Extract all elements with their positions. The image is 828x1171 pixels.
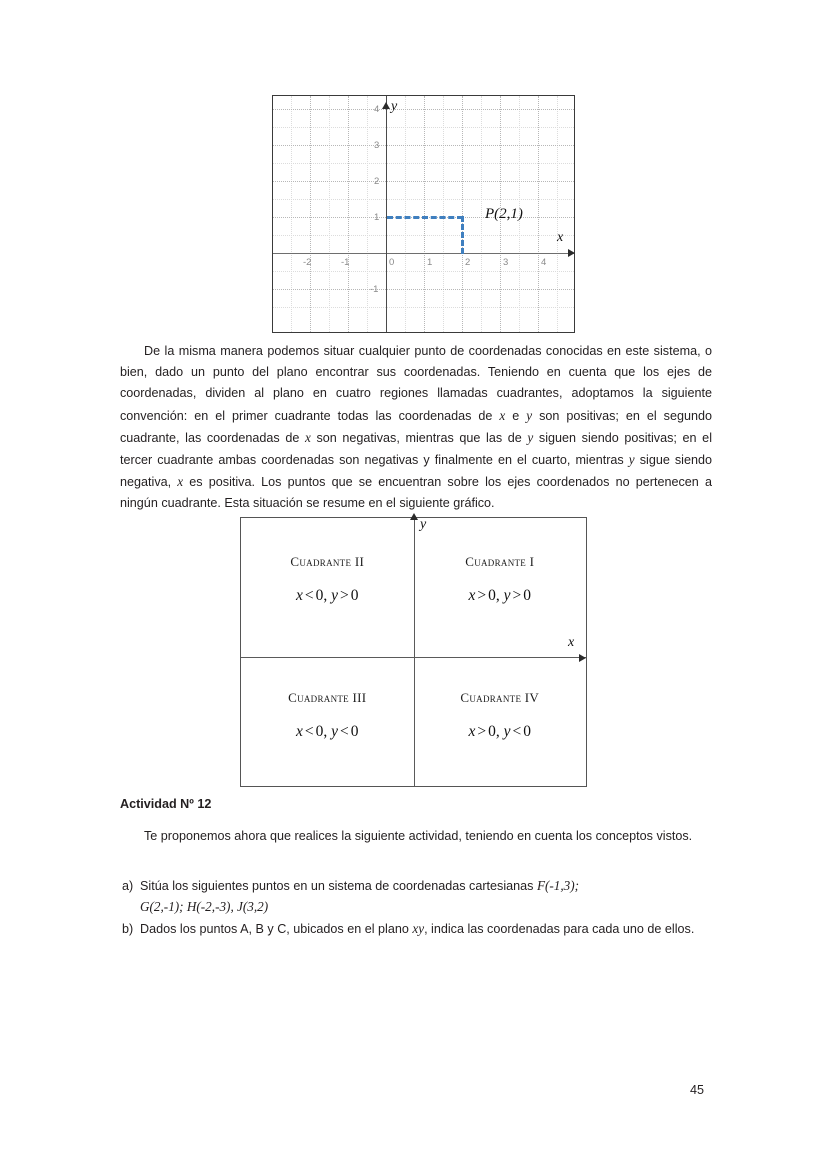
gridline-vertical-minor (329, 96, 330, 332)
quadrant-expression (241, 723, 414, 741)
quadrant-cell-ii (241, 554, 414, 605)
activity-item-b (122, 919, 712, 940)
gridline-horizontal-y--1 (273, 289, 574, 290)
quadrant-expression (414, 587, 587, 605)
x-axis (273, 253, 574, 254)
paragraph-text-5: siguen siendo positivas; en el tercer cuadrante ambas coordenadas son negativas y finalmente en el cuarto, mientras (120, 430, 712, 468)
paragraph-text-1: De la misma manera podemos situar cualquier punto de coordenadas conocidas en este sistema, o bien, dado un punto del plano encontrar sus coordenadas. Teniendo en cuenta que los ejes de coordenadas, dividen al plano en cuatro regiones llamadas cuadrantes, adoptamos la siguiente convención: en el primer cuadrante todas las coordenadas de (120, 344, 712, 423)
point-label-p: P(2,1) (485, 206, 523, 222)
quadrant-expression (414, 723, 587, 741)
paragraph-text-3: son positivas; en el segundo cuadrante, las coordenadas de (120, 408, 712, 445)
expr-op: > (340, 587, 349, 604)
gridline-vertical-x-1 (424, 96, 425, 332)
quadrant-x-axis-arrow-icon (579, 654, 586, 662)
quadrant-diagram (240, 517, 587, 787)
gridline-horizontal-y-2 (273, 181, 574, 182)
quadrant-title: Cuadrante II (290, 554, 365, 569)
gridline-horizontal-minor (273, 271, 574, 272)
expr-op: < (304, 723, 314, 740)
quadrant-y-axis-arrow-icon (410, 513, 418, 520)
item-a-math-1: F(-1,3); (536, 878, 580, 893)
item-a-math-2: G(2,-1); H(-2,-3), J(3,2) (140, 898, 269, 914)
item-b-math-1: xy (412, 921, 425, 936)
quadrant-y-axis-label: y (420, 517, 427, 532)
gridline-vertical-x--1 (348, 96, 349, 332)
x-axis-arrow-icon (568, 249, 575, 257)
gridline-horizontal-minor (273, 235, 574, 236)
gridline-horizontal-minor (273, 307, 574, 308)
item-b-text-2: , indica las coordenadas para cada uno de ellos. (424, 922, 695, 936)
gridline-vertical-minor (481, 96, 482, 332)
expr-val: 0, (488, 587, 500, 604)
paragraph-text-7: es positiva. Los puntos que se encuentran sobre los ejes coordenados no pertenecen a ningún cuadrante. Esta situación se resume en el siguiente gráfico. (120, 475, 712, 511)
y-tick-label: 2 (374, 176, 380, 187)
list-marker-b: b) (122, 922, 134, 936)
x-axis-label: x (557, 230, 564, 245)
expr-var-y: y (503, 723, 511, 740)
list-marker-a: a) (122, 879, 134, 893)
y-tick-label: 3 (374, 140, 380, 151)
item-a-text: Sitúa los siguientes puntos en un sistema de coordenadas cartesianas (140, 879, 537, 893)
expr-val: 0 (523, 587, 532, 604)
quadrant-expression (241, 587, 414, 605)
math-var-x: x (177, 474, 184, 490)
y-tick-label: 1 (374, 212, 380, 223)
y-axis (386, 96, 387, 332)
math-var-y: y (526, 407, 533, 423)
quadrant-title: Cuadrante III (288, 690, 367, 705)
quadrant-x-axis (241, 657, 586, 658)
y-axis-arrow-icon (382, 102, 390, 109)
expr-val: 0 (350, 723, 359, 740)
quadrant-x-axis-label: x (568, 635, 575, 650)
expr-val: 0, (315, 723, 328, 740)
page-number: 45 (690, 1083, 705, 1097)
activity-heading: Actividad Nº 12 (120, 797, 212, 811)
paragraph-text-2: e (505, 408, 527, 423)
item-b-text-1: Dados los puntos A, B y C, ubicados en el plano (140, 922, 413, 936)
helper-line-horizontal (387, 216, 463, 219)
gridline-vertical-x-2 (462, 96, 463, 332)
gridline-horizontal-y-3 (273, 145, 574, 146)
gridline-horizontal-minor (273, 127, 574, 128)
expr-var-y: y (503, 587, 511, 604)
gridline-vertical-minor (405, 96, 406, 332)
x-tick-label: 4 (541, 257, 547, 268)
activity-intro-text: Te proponemos ahora que realices la siguiente actividad, teniendo en cuenta los conceptos vistos. (144, 829, 693, 843)
expr-op: < (512, 723, 522, 740)
expr-op: < (340, 723, 349, 740)
activity-intro-paragraph (120, 826, 712, 847)
expr-op: > (477, 723, 487, 740)
gridline-vertical-minor (443, 96, 444, 332)
gridline-vertical-minor (367, 96, 368, 332)
cartesian-plane-figure (272, 95, 575, 333)
gridline-horizontal-minor (273, 199, 574, 200)
gridline-vertical-minor (291, 96, 292, 332)
quadrant-title: Cuadrante IV (460, 690, 540, 705)
expr-op: > (477, 587, 487, 604)
x-tick-label: -2 (303, 257, 312, 268)
expr-var-y: y (331, 723, 339, 740)
expr-var-y: y (331, 587, 339, 604)
x-tick-label: 0 (389, 257, 395, 268)
body-paragraph (120, 341, 712, 515)
quadrant-cell-iv (414, 690, 587, 741)
y-tick-label: -1 (370, 284, 379, 295)
expr-val: 0 (350, 587, 359, 604)
math-var-x: x (499, 407, 506, 423)
x-tick-label: 3 (503, 257, 509, 268)
paragraph-text-6: sigue siendo negativa, (120, 453, 712, 490)
expr-op: < (304, 587, 314, 604)
x-tick-label: 2 (465, 257, 471, 268)
expr-var-x: x (295, 587, 303, 604)
expr-var-x: x (295, 723, 303, 740)
quadrant-cell-i (414, 554, 587, 605)
gridline-vertical-x--2 (310, 96, 311, 332)
expr-val: 0, (488, 723, 500, 740)
gridline-horizontal-minor (273, 163, 574, 164)
math-var-x: x (304, 429, 311, 445)
expr-op: > (512, 587, 522, 604)
expr-var-x: x (468, 587, 476, 604)
x-tick-label: 1 (427, 257, 433, 268)
gridline-horizontal-y-4 (273, 109, 574, 110)
paragraph-text-4: son negativas, mientras que las de (310, 430, 528, 445)
quadrant-cell-iii (241, 690, 414, 741)
expr-val: 0 (523, 723, 532, 740)
expr-val: 0, (315, 587, 328, 604)
quadrant-title: Cuadrante I (465, 554, 535, 569)
y-tick-label: 4 (374, 104, 380, 115)
x-tick-label: -1 (341, 257, 350, 268)
y-axis-label: y (391, 99, 398, 114)
expr-var-x: x (468, 723, 476, 740)
activity-item-a (122, 876, 712, 917)
gridline-vertical-x-4 (538, 96, 539, 332)
plot-area (273, 96, 574, 332)
helper-line-vertical (461, 216, 464, 254)
gridline-vertical-minor (557, 96, 558, 332)
math-var-y: y (527, 429, 534, 445)
math-var-y: y (628, 452, 635, 468)
